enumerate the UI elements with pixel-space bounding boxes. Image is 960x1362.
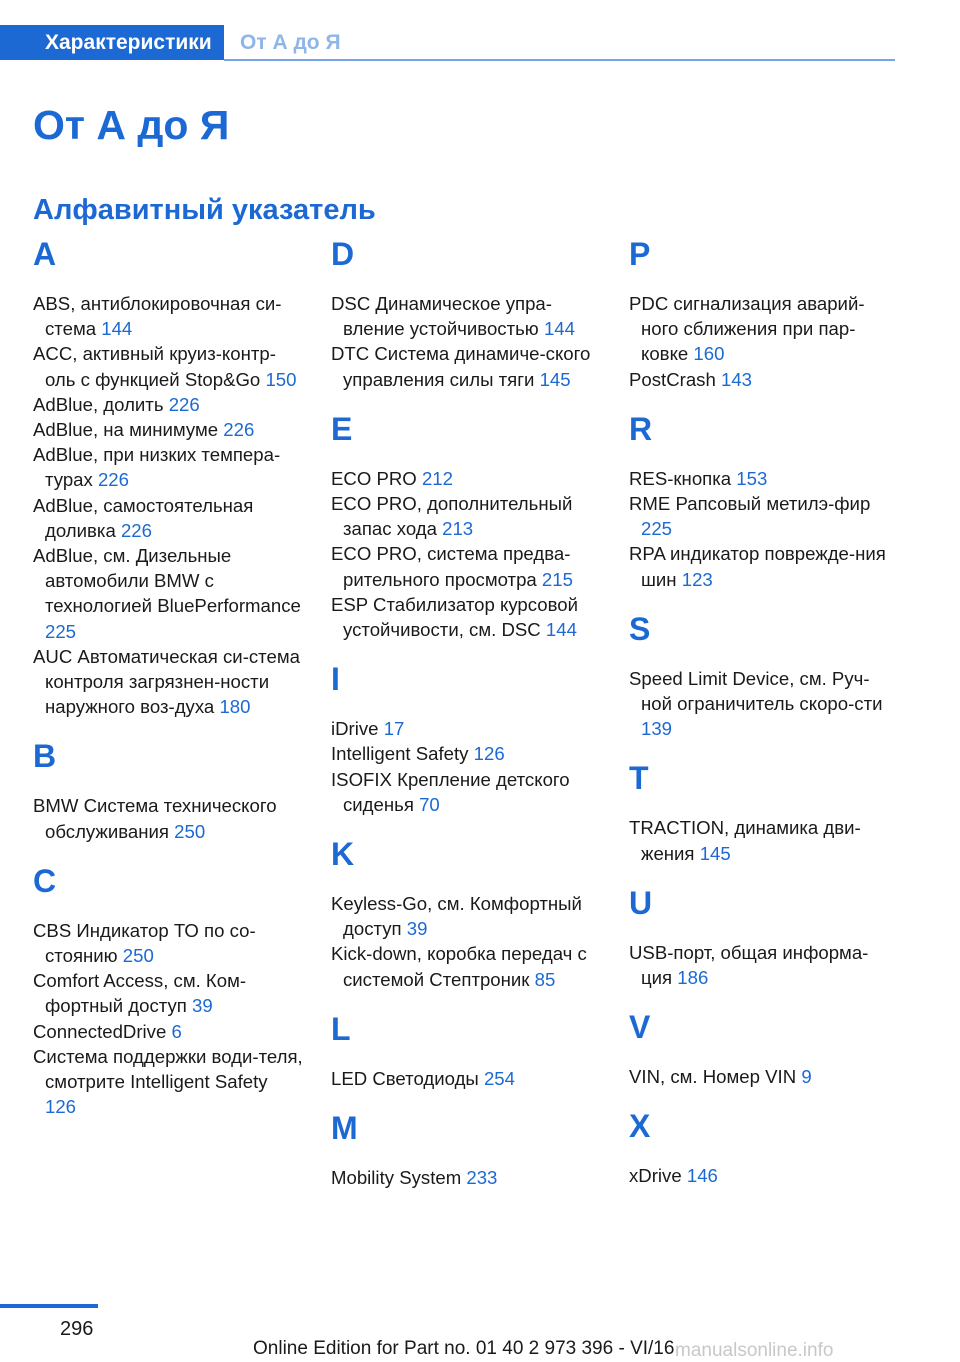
page-link[interactable]: 254 <box>483 1067 515 1089</box>
header <box>0 25 895 62</box>
index-entry <box>331 491 601 541</box>
section-letter: P <box>629 236 651 272</box>
index-entry <box>33 291 303 341</box>
section-letter: S <box>629 610 651 647</box>
page-link[interactable]: 226 <box>223 419 255 441</box>
index-column-3 <box>629 234 891 1189</box>
page-title: От А до Я <box>33 102 230 148</box>
page-link[interactable]: 180 <box>219 696 251 718</box>
tab-characteristics[interactable]: Характеристики <box>0 25 224 60</box>
entry-text: RME Рапсовый метилэ-фир <box>629 493 871 515</box>
section-letter: L <box>331 1010 351 1047</box>
index-section <box>331 1108 601 1190</box>
index-entry <box>331 541 601 591</box>
index-entry <box>629 367 891 392</box>
index-entry <box>629 666 891 742</box>
index-entry <box>33 1044 303 1120</box>
index-section <box>33 234 303 719</box>
page-link[interactable]: 123 <box>681 568 713 590</box>
index-entry <box>33 968 303 1018</box>
index-entry <box>33 417 303 442</box>
entry-text: Speed Limit Device, см. Руч-ной ограничитель скоро-сти <box>629 667 883 715</box>
page-link[interactable]: 126 <box>45 1096 77 1118</box>
section-letter: A <box>33 236 57 272</box>
index-section <box>331 234 601 392</box>
entry-text: Keyless-Go, см. Комфортный доступ <box>331 893 582 940</box>
entry-text: ECO PRO <box>331 467 417 489</box>
entry-text: RPA индикатор поврежде-ния шин <box>629 543 886 590</box>
page-link[interactable]: 126 <box>473 743 505 765</box>
index-subtitle: Алфавитный указатель <box>33 194 376 226</box>
section-letter: B <box>33 738 57 775</box>
index-entry <box>331 741 601 766</box>
section-letter: T <box>629 760 649 797</box>
index-entry <box>331 1066 601 1091</box>
index-column-2 <box>331 234 601 1190</box>
index-entry <box>331 716 601 741</box>
index-entry <box>629 1163 891 1188</box>
entry-text: LED Светодиоды <box>331 1067 479 1089</box>
section-letter: M <box>331 1110 358 1147</box>
index-section <box>331 659 601 817</box>
section-letter: R <box>629 410 653 447</box>
entry-text: DTC Система динамиче-ского управления силы тяги <box>331 343 591 390</box>
entry-text: AUC Автоматическая си-стема контроля загрязнен-ности наружного воз-духа <box>33 645 300 718</box>
page-link[interactable]: 186 <box>677 967 709 989</box>
entry-text: BMW Система технического обслуживания <box>33 795 277 842</box>
entry-text: USB-порт, общая информа-ция <box>629 941 869 989</box>
index-entry <box>629 291 891 367</box>
entry-text: RES-кнопка <box>629 467 732 489</box>
index-entry <box>629 466 891 491</box>
section-letter: U <box>629 884 653 921</box>
tab-a-to-z[interactable]: От А до Я <box>240 31 341 54</box>
entry-text: ECO PRO, дополнительный запас хода <box>331 493 573 540</box>
page-link[interactable]: 144 <box>545 619 577 641</box>
index-section <box>629 758 891 865</box>
page-link[interactable]: 144 <box>543 318 575 340</box>
entry-text: Comfort Access, см. Ком-фортный доступ <box>33 970 247 1017</box>
entry-text: TRACTION, динамика дви-жения <box>629 817 861 864</box>
page-link[interactable]: 143 <box>720 368 753 390</box>
index-section <box>331 1009 601 1091</box>
index-entry <box>331 291 601 341</box>
index-entry <box>33 341 303 391</box>
index-entry <box>331 592 601 642</box>
section-letter: E <box>331 410 353 447</box>
index-section <box>629 234 891 392</box>
entry-text: DSC Динамическое упра-вление устойчивостью <box>331 293 552 340</box>
page-link[interactable]: 39 <box>406 918 428 940</box>
index-column-1 <box>33 234 303 1119</box>
section-letter: D <box>331 236 355 272</box>
index-entry <box>629 541 891 591</box>
page-link[interactable]: 250 <box>122 945 154 967</box>
index-entry <box>33 918 303 968</box>
index-entry <box>33 493 303 543</box>
entry-text: Intelligent Safety <box>331 743 469 765</box>
entry-text: Kick-down, коробка передач с системой Стептроник <box>331 943 587 990</box>
entry-text: AdBlue, долить <box>33 393 164 415</box>
index-entry <box>33 644 303 720</box>
index-section <box>331 834 601 992</box>
page-link[interactable]: 233 <box>466 1167 498 1189</box>
index-entry <box>33 442 303 492</box>
index-section <box>629 1106 891 1188</box>
page-number: 296 <box>60 1318 94 1340</box>
index-entry <box>629 940 891 990</box>
entry-text: xDrive <box>629 1165 682 1187</box>
index-section <box>331 409 601 642</box>
page-link[interactable]: 160 <box>693 343 725 365</box>
index-entry <box>33 543 303 644</box>
index-section <box>629 883 891 990</box>
index-section <box>33 736 303 843</box>
index-section <box>629 1007 891 1089</box>
index-section <box>33 861 303 1120</box>
entry-text: AdBlue, на минимуме <box>33 419 219 441</box>
entry-text: ConnectedDrive <box>33 1020 167 1042</box>
section-letter: X <box>629 1108 651 1145</box>
page-link[interactable]: 17 <box>383 718 405 740</box>
entry-text: Система поддержки води-теля, смотрите Intelligent Safety <box>33 1045 303 1093</box>
page-link[interactable]: 9 <box>801 1066 812 1088</box>
page-link[interactable]: 226 <box>168 393 200 415</box>
index-section <box>629 409 891 592</box>
index-entry <box>629 815 891 865</box>
section-letter: C <box>33 862 57 899</box>
index-entry <box>33 793 303 843</box>
section-letter: I <box>331 661 340 698</box>
entry-text: PDC сигнализация аварий-ного сближения при пар-ковке <box>629 293 865 365</box>
section-letter: K <box>331 836 355 873</box>
index-entry <box>331 891 601 941</box>
page-link[interactable]: 85 <box>534 968 556 990</box>
entry-text: ESP Стабилизатор курсовой устойчивости, см. DSC <box>331 593 579 641</box>
entry-text: CBS Индикатор ТО по со-стоянию <box>33 919 256 967</box>
entry-text: ISOFIX Крепление детского сиденья <box>331 768 570 815</box>
index-entry <box>33 1019 303 1044</box>
entry-text: AdBlue, при низких темпера-турах <box>33 444 281 491</box>
section-letter: V <box>629 1009 651 1046</box>
edition-note: Online Edition for Part no. 01 40 2 973 396 - VI/16 <box>253 1338 675 1359</box>
index-entry <box>331 341 601 391</box>
footer-accent-bar <box>0 1304 98 1308</box>
page-link[interactable]: 150 <box>265 368 297 390</box>
index-entry <box>331 941 601 991</box>
index-section <box>629 609 891 742</box>
page-link[interactable]: 215 <box>541 568 573 590</box>
page-link[interactable]: 70 <box>419 793 440 815</box>
index-entry <box>33 392 303 417</box>
entry-text: ACC, активный круиз-контр-оль с функцией Stop&Go <box>33 343 276 390</box>
page-link[interactable]: 145 <box>539 368 571 390</box>
entry-text: AdBlue, см. Дизельные автомобили BMW с технологией BluePerformance <box>33 545 301 617</box>
page-link[interactable]: 39 <box>192 995 213 1017</box>
page-link[interactable]: 226 <box>97 469 129 491</box>
entry-text: VIN, см. Номер VIN <box>629 1066 797 1088</box>
index-entry <box>331 767 601 817</box>
index-entry <box>331 466 601 491</box>
page-link[interactable]: 213 <box>442 518 474 540</box>
page-link[interactable]: 139 <box>641 718 673 740</box>
index-entry <box>331 1165 601 1190</box>
page-link[interactable]: 144 <box>101 318 133 340</box>
page-link[interactable]: 146 <box>686 1165 718 1187</box>
entry-text: iDrive <box>331 718 379 740</box>
index-entry <box>629 1064 891 1089</box>
page-link[interactable]: 226 <box>120 519 152 541</box>
page-link[interactable]: 212 <box>421 467 453 489</box>
page-link[interactable]: 250 <box>174 820 206 842</box>
entry-text: ECO PRO, система предва-рительного просмотра <box>331 543 571 590</box>
page-link[interactable]: 153 <box>736 467 768 489</box>
watermark: manualsonline.info <box>675 1340 834 1361</box>
page-link[interactable]: 225 <box>45 620 77 642</box>
page-link[interactable]: 6 <box>171 1020 182 1042</box>
entry-text: ABS, антиблокировочная си-стема <box>33 293 282 340</box>
index-entry <box>629 491 891 541</box>
entry-text: PostCrash <box>629 368 716 390</box>
page-link[interactable]: 225 <box>641 518 673 540</box>
page-link[interactable]: 145 <box>699 842 731 864</box>
entry-text: Mobility System <box>331 1167 462 1189</box>
entry-text: AdBlue, самостоятельная доливка <box>33 494 254 541</box>
